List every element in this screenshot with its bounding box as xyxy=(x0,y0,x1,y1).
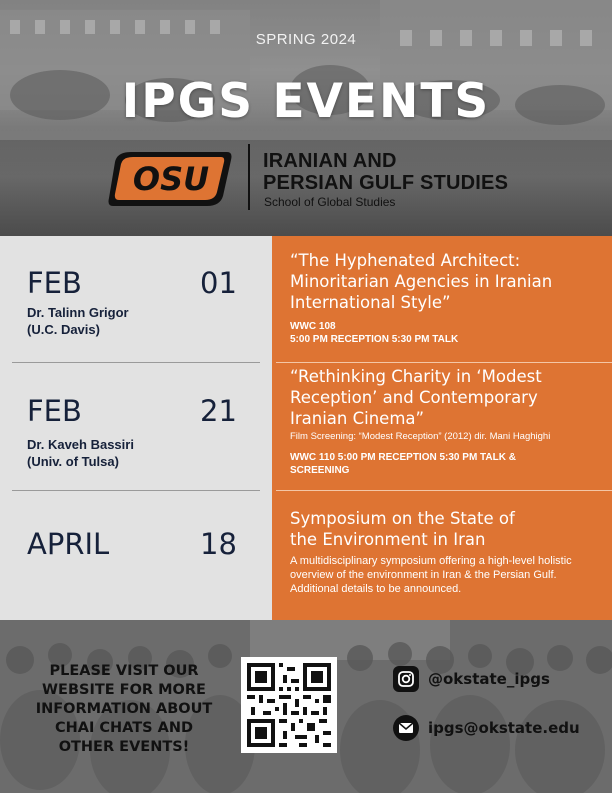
instagram-handle[interactable]: @okstate_ipgs xyxy=(428,670,550,688)
event-2-info xyxy=(290,451,602,477)
logo-divider xyxy=(248,144,250,210)
event-1-time: 5:00 PM RECEPTION 5:30 PM TALK xyxy=(290,334,459,345)
event-3-month: APRIL xyxy=(27,527,110,561)
event-1-title xyxy=(290,250,602,313)
event-1-speaker-affiliation: (U.C. Davis) xyxy=(27,322,100,337)
event-2-title-line: “Rethinking Charity in ‘Modest xyxy=(290,367,542,386)
visit-line: INFORMATION ABOUT xyxy=(35,701,213,717)
instagram-icon xyxy=(393,666,419,692)
date-divider xyxy=(12,362,260,363)
osu-logo xyxy=(107,148,235,210)
event-3-description: A multidisciplinary symposium offering a high-level holistic overview of the environment in Iran & the Persian Gulf. Additional details to be announced. xyxy=(290,555,572,595)
program-name-line1: IRANIAN AND xyxy=(263,150,397,172)
event-2-speaker xyxy=(27,436,134,470)
header-banner xyxy=(0,0,612,236)
season-label: SPRING 2024 xyxy=(255,31,357,48)
event-1-day: 01 xyxy=(200,266,237,300)
event-3-title-line: Symposium on the State of xyxy=(290,509,515,528)
events-section xyxy=(0,236,612,620)
date-divider xyxy=(12,490,260,491)
event-2-title-line: Reception’ and Contemporary xyxy=(290,388,538,407)
event-2-note: Film Screening: “Modest Reception” (2012) dir. Mani Haghighi xyxy=(290,431,551,442)
event-1-speaker-name: Dr. Talinn Grigor xyxy=(27,305,129,320)
event-2-month: FEB xyxy=(27,394,82,428)
event-2-title xyxy=(290,366,602,429)
event-3-title xyxy=(290,508,602,550)
event-1-speaker xyxy=(27,304,129,338)
event-1-location: WWC 108 xyxy=(290,321,336,332)
details-divider xyxy=(276,362,612,363)
email-row[interactable] xyxy=(393,715,580,741)
qr-code-image xyxy=(247,663,331,747)
visit-line: PLEASE VISIT OUR xyxy=(49,663,199,679)
school-name: School of Global Studies xyxy=(264,195,396,209)
email-icon xyxy=(393,715,419,741)
event-3-title-line: the Environment in Iran xyxy=(290,530,486,549)
event-1-title-line: Minoritarian Agencies in Iranian xyxy=(290,272,553,291)
event-2-info-line: SCREENING xyxy=(290,465,350,476)
program-name-line2: PERSIAN GULF STUDIES xyxy=(263,172,509,194)
event-2-speaker-affiliation: (Univ. of Tulsa) xyxy=(27,454,119,469)
program-name xyxy=(263,150,563,194)
visit-line: OTHER EVENTS! xyxy=(58,739,190,755)
event-3-day: 18 xyxy=(200,527,237,561)
footer-banner xyxy=(0,620,612,793)
event-1-title-line: International Style” xyxy=(290,293,451,312)
instagram-row[interactable] xyxy=(393,666,550,692)
event-1-month: FEB xyxy=(27,266,82,300)
event-2-info-line: WWC 110 5:00 PM RECEPTION 5:30 PM TALK & xyxy=(290,452,516,463)
visit-line: WEBSITE FOR MORE xyxy=(42,682,206,698)
visit-website-text xyxy=(24,662,224,757)
page-title: IPGS EVENTS xyxy=(121,74,491,129)
email-address[interactable]: ipgs@okstate.edu xyxy=(428,719,580,737)
event-2-day: 21 xyxy=(200,394,237,428)
svg-text:OSU: OSU xyxy=(132,160,210,198)
event-1-title-line: “The Hyphenated Architect: xyxy=(290,251,521,270)
visit-line: CHAI CHATS AND xyxy=(54,720,194,736)
event-2-speaker-name: Dr. Kaveh Bassiri xyxy=(27,437,134,452)
event-2-title-line: Iranian Cinema” xyxy=(290,409,425,428)
details-divider xyxy=(276,490,612,491)
event-1-info xyxy=(290,320,602,346)
qr-code[interactable] xyxy=(241,657,337,753)
